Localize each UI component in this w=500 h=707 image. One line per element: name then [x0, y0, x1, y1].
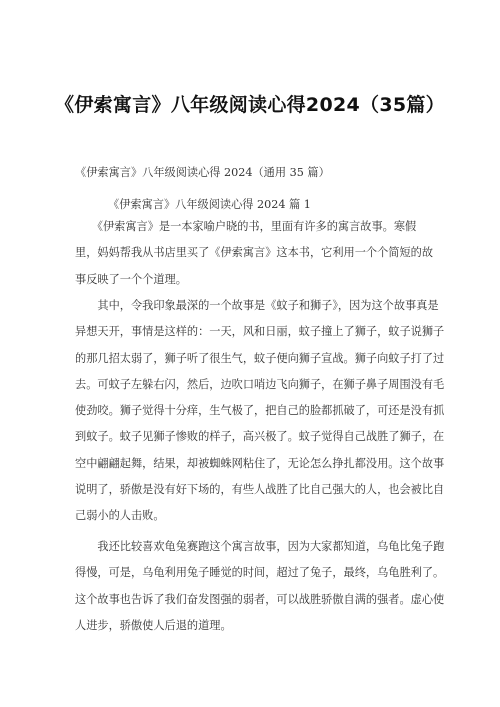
paragraph-3: [75, 534, 445, 639]
paragraph-line: 这个故事也告诉了我们奋发图强的弱者，可以战胜骄傲自满的强者。虚心使: [75, 592, 445, 606]
document-subtitle: 《伊索寓言》八年级阅读心得 2024（通用 35 篇）: [75, 166, 330, 179]
paragraph-line: 使劲咬。狮子觉得十分痒，生气极了，把自己的脸都抓破了，可还是没有抓: [75, 404, 445, 418]
paragraph-line: 异想天开，事情是这样的：一天，风和日丽，蚊子撞上了狮子，蚊子说狮子: [75, 325, 445, 339]
paragraph-line: 《伊索寓言》是一本家喻户晓的书，里面有许多的寓言故事。寒假: [75, 220, 417, 233]
paragraph-line: 我还比较喜欢龟兔赛跑这个寓言故事，因为大家都知道，乌龟比兔子跑: [75, 540, 445, 553]
paragraph-line: 得慢，可是，乌龟利用兔子睡觉的时间，超过了兔子，最终，乌龟胜利了。: [75, 566, 445, 580]
paragraph-line: 事反映了一个个道理。: [75, 272, 187, 286]
section-heading: 《伊索寓言》八年级阅读心得 2024 篇 1: [108, 198, 311, 211]
paragraph-line: 空中翩翩起舞，结果，却被蜘蛛网粘住了，无论怎么挣扎都没用。这个故事: [75, 456, 445, 470]
paragraph-line: 其中，令我印象最深的一个故事是《蚊子和狮子》，因为这个故事真是: [75, 299, 439, 312]
document-title: 《伊索寓言》八年级阅读心得2024（35篇）: [55, 94, 445, 116]
paragraph-line: 说明了，骄傲是没有好下场的，有些人战胜了比自己强大的人，也会被比自: [75, 483, 445, 497]
paragraph-1: [75, 214, 435, 293]
paragraph-line: 的那几招太弱了，狮子听了很生气，蚊子便向狮子宣战。狮子向蚊子打了过: [75, 351, 445, 365]
paragraph-2: [75, 293, 445, 530]
paragraph-line: 己弱小的人击败。: [75, 509, 165, 523]
paragraph-line: 去。可蚊子左躲右闪，然后，边吹口哨边飞向狮子，在狮子鼻子周围没有毛: [75, 377, 445, 391]
paragraph-line: 里，妈妈帮我从书店里买了《伊索寓言》这本书，它利用一个个简短的故: [75, 246, 434, 260]
paragraph-line: 人进步，骄傲使人后退的道理。: [75, 618, 232, 632]
paragraph-line: 到蚊子。蚊子见狮子惨败的样子，高兴极了。蚊子觉得自己战胜了狮子，在: [75, 430, 445, 444]
